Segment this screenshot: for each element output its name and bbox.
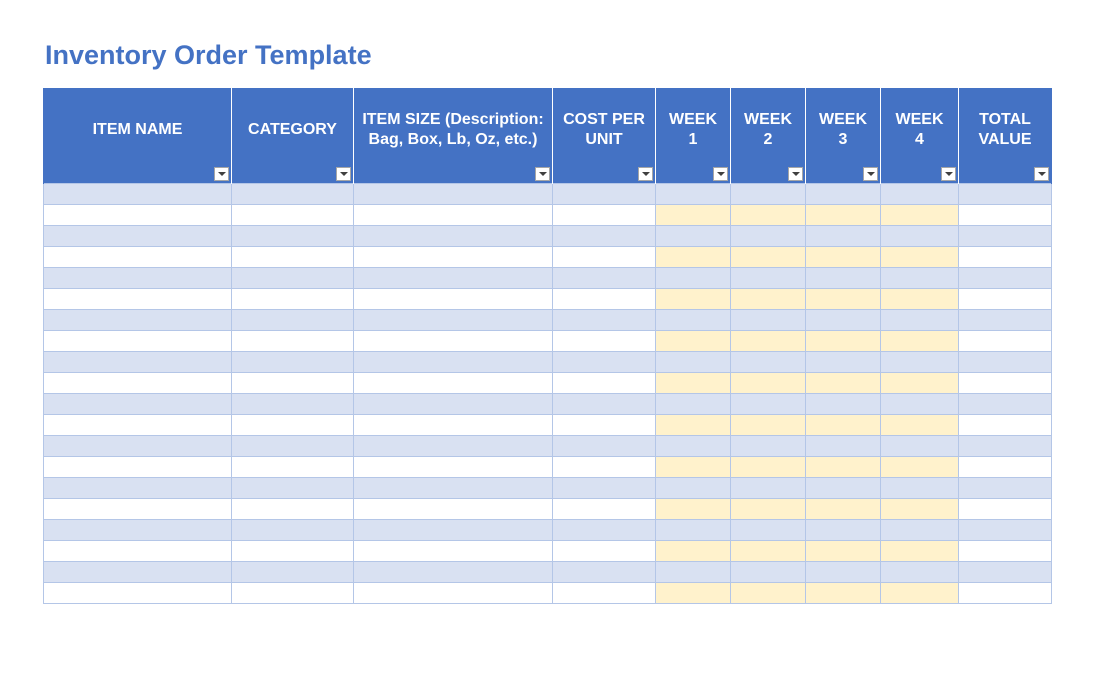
item-name-cell[interactable] — [44, 288, 232, 309]
item-name-cell[interactable] — [44, 330, 232, 351]
item-size-cell[interactable] — [354, 204, 553, 225]
week-4-cell[interactable] — [881, 204, 959, 225]
column-header-week-2 — [731, 88, 806, 183]
table-row — [44, 540, 1052, 561]
week-1-cell[interactable] — [656, 456, 731, 477]
week-1-cell[interactable] — [656, 498, 731, 519]
cost-per-unit-cell[interactable] — [553, 519, 656, 540]
week-3-cell[interactable] — [806, 540, 881, 561]
item-name-cell[interactable] — [44, 372, 232, 393]
item-name-cell[interactable] — [44, 519, 232, 540]
week-3-cell[interactable] — [806, 246, 881, 267]
category-cell[interactable] — [232, 582, 354, 603]
item-size-cell[interactable] — [354, 225, 553, 246]
week-4-cell[interactable] — [881, 393, 959, 414]
week-3-cell[interactable] — [806, 204, 881, 225]
total-value-cell[interactable] — [959, 414, 1052, 435]
category-cell[interactable] — [232, 519, 354, 540]
item-name-cell[interactable] — [44, 351, 232, 372]
week-1-cell[interactable] — [656, 225, 731, 246]
item-name-cell[interactable] — [44, 225, 232, 246]
week-3-cell[interactable] — [806, 330, 881, 351]
week-1-cell[interactable] — [656, 540, 731, 561]
category-cell[interactable] — [232, 372, 354, 393]
week-2-cell[interactable] — [731, 246, 806, 267]
table-row — [44, 414, 1052, 435]
item-name-cell[interactable] — [44, 309, 232, 330]
week-3-cell[interactable] — [806, 561, 881, 582]
category-cell[interactable] — [232, 498, 354, 519]
category-cell[interactable] — [232, 414, 354, 435]
total-value-cell[interactable] — [959, 582, 1052, 603]
table-row — [44, 498, 1052, 519]
total-value-cell[interactable] — [959, 225, 1052, 246]
item-name-cell[interactable] — [44, 540, 232, 561]
item-name-cell[interactable] — [44, 561, 232, 582]
week-2-cell[interactable] — [731, 183, 806, 204]
total-value-cell[interactable] — [959, 477, 1052, 498]
column-header-cost-per-unit — [553, 88, 656, 183]
week-1-cell[interactable] — [656, 330, 731, 351]
cost-per-unit-cell[interactable] — [553, 288, 656, 309]
column-header-label: WEEK 1 — [669, 111, 717, 149]
filter-dropdown-icon[interactable] — [1034, 167, 1049, 181]
category-cell[interactable] — [232, 204, 354, 225]
week-4-cell[interactable] — [881, 435, 959, 456]
category-cell[interactable] — [232, 267, 354, 288]
table-row — [44, 288, 1052, 309]
item-name-cell[interactable] — [44, 477, 232, 498]
item-size-cell[interactable] — [354, 309, 553, 330]
filter-dropdown-icon[interactable] — [638, 167, 653, 181]
week-3-cell[interactable] — [806, 456, 881, 477]
item-name-cell[interactable] — [44, 204, 232, 225]
column-header-label: TOTAL VALUE — [978, 111, 1032, 149]
item-size-cell[interactable] — [354, 456, 553, 477]
total-value-cell[interactable] — [959, 330, 1052, 351]
total-value-cell[interactable] — [959, 393, 1052, 414]
total-value-cell[interactable] — [959, 456, 1052, 477]
category-cell[interactable] — [232, 288, 354, 309]
week-2-cell[interactable] — [731, 435, 806, 456]
column-header-label: COST PER UNIT — [563, 111, 645, 149]
table-body — [44, 183, 1052, 603]
week-2-cell[interactable] — [731, 477, 806, 498]
item-size-cell[interactable] — [354, 267, 553, 288]
table-row — [44, 519, 1052, 540]
cost-per-unit-cell[interactable] — [553, 435, 656, 456]
cost-per-unit-cell[interactable] — [553, 582, 656, 603]
category-cell[interactable] — [232, 561, 354, 582]
week-3-cell[interactable] — [806, 372, 881, 393]
week-4-cell[interactable] — [881, 183, 959, 204]
table-row — [44, 183, 1052, 204]
cost-per-unit-cell[interactable] — [553, 477, 656, 498]
week-2-cell[interactable] — [731, 225, 806, 246]
week-1-cell[interactable] — [656, 183, 731, 204]
week-1-cell[interactable] — [656, 582, 731, 603]
week-4-cell[interactable] — [881, 414, 959, 435]
category-cell[interactable] — [232, 477, 354, 498]
week-2-cell[interactable] — [731, 288, 806, 309]
table-row — [44, 225, 1052, 246]
week-2-cell[interactable] — [731, 309, 806, 330]
cost-per-unit-cell[interactable] — [553, 393, 656, 414]
week-1-cell[interactable] — [656, 519, 731, 540]
total-value-cell[interactable] — [959, 309, 1052, 330]
column-header-label: ITEM SIZE (Description: Bag, Box, Lb, Oz, etc.) — [362, 111, 544, 149]
table-row — [44, 330, 1052, 351]
cost-per-unit-cell[interactable] — [553, 561, 656, 582]
item-size-cell[interactable] — [354, 561, 553, 582]
week-3-cell[interactable] — [806, 414, 881, 435]
cost-per-unit-cell[interactable] — [553, 246, 656, 267]
week-4-cell[interactable] — [881, 582, 959, 603]
total-value-cell[interactable] — [959, 519, 1052, 540]
table-row — [44, 204, 1052, 225]
total-value-cell[interactable] — [959, 372, 1052, 393]
week-4-cell[interactable] — [881, 477, 959, 498]
item-size-cell[interactable] — [354, 435, 553, 456]
table-row — [44, 393, 1052, 414]
item-size-cell[interactable] — [354, 498, 553, 519]
column-header-label: WEEK 3 — [819, 111, 867, 149]
table-row — [44, 246, 1052, 267]
item-size-cell[interactable] — [354, 414, 553, 435]
total-value-cell[interactable] — [959, 540, 1052, 561]
week-4-cell[interactable] — [881, 561, 959, 582]
week-4-cell[interactable] — [881, 498, 959, 519]
week-4-cell[interactable] — [881, 351, 959, 372]
week-2-cell[interactable] — [731, 540, 806, 561]
item-size-cell[interactable] — [354, 540, 553, 561]
week-1-cell[interactable] — [656, 246, 731, 267]
week-3-cell[interactable] — [806, 351, 881, 372]
cost-per-unit-cell[interactable] — [553, 309, 656, 330]
column-header-label: CATEGORY — [248, 121, 337, 139]
column-header-label: ITEM NAME — [92, 121, 183, 139]
item-size-cell[interactable] — [354, 351, 553, 372]
cost-per-unit-cell[interactable] — [553, 540, 656, 561]
total-value-cell[interactable] — [959, 498, 1052, 519]
total-value-cell[interactable] — [959, 435, 1052, 456]
item-size-cell[interactable] — [354, 519, 553, 540]
column-header-item-name — [44, 88, 232, 183]
week-4-cell[interactable] — [881, 519, 959, 540]
week-1-cell[interactable] — [656, 561, 731, 582]
category-cell[interactable] — [232, 246, 354, 267]
cost-per-unit-cell[interactable] — [553, 498, 656, 519]
week-3-cell[interactable] — [806, 498, 881, 519]
total-value-cell[interactable] — [959, 204, 1052, 225]
cost-per-unit-cell[interactable] — [553, 225, 656, 246]
header-row — [44, 88, 1052, 183]
filter-dropdown-icon[interactable] — [535, 167, 550, 181]
category-cell[interactable] — [232, 309, 354, 330]
column-header-week-1 — [656, 88, 731, 183]
column-header-week-3 — [806, 88, 881, 183]
filter-dropdown-icon[interactable] — [941, 167, 956, 181]
column-header-label: WEEK 2 — [744, 111, 792, 149]
week-3-cell[interactable] — [806, 435, 881, 456]
week-4-cell[interactable] — [881, 330, 959, 351]
item-size-cell[interactable] — [354, 288, 553, 309]
filter-dropdown-icon[interactable] — [788, 167, 803, 181]
total-value-cell[interactable] — [959, 267, 1052, 288]
table-row — [44, 267, 1052, 288]
week-1-cell[interactable] — [656, 288, 731, 309]
filter-dropdown-icon[interactable] — [214, 167, 229, 181]
column-header-item-size — [354, 88, 553, 183]
table-row — [44, 582, 1052, 603]
week-3-cell[interactable] — [806, 393, 881, 414]
week-4-cell[interactable] — [881, 288, 959, 309]
cost-per-unit-cell[interactable] — [553, 183, 656, 204]
category-cell[interactable] — [232, 393, 354, 414]
week-2-cell[interactable] — [731, 582, 806, 603]
week-3-cell[interactable] — [806, 225, 881, 246]
week-2-cell[interactable] — [731, 456, 806, 477]
cost-per-unit-cell[interactable] — [553, 351, 656, 372]
item-name-cell[interactable] — [44, 183, 232, 204]
item-name-cell[interactable] — [44, 498, 232, 519]
item-name-cell[interactable] — [44, 582, 232, 603]
column-header-category — [232, 88, 354, 183]
week-4-cell[interactable] — [881, 309, 959, 330]
week-2-cell[interactable] — [731, 561, 806, 582]
week-3-cell[interactable] — [806, 183, 881, 204]
total-value-cell[interactable] — [959, 561, 1052, 582]
week-1-cell[interactable] — [656, 393, 731, 414]
week-1-cell[interactable] — [656, 351, 731, 372]
week-1-cell[interactable] — [656, 204, 731, 225]
total-value-cell[interactable] — [959, 351, 1052, 372]
week-1-cell[interactable] — [656, 414, 731, 435]
cost-per-unit-cell[interactable] — [553, 456, 656, 477]
week-3-cell[interactable] — [806, 519, 881, 540]
item-size-cell[interactable] — [354, 183, 553, 204]
week-3-cell[interactable] — [806, 309, 881, 330]
table-row — [44, 351, 1052, 372]
week-3-cell[interactable] — [806, 288, 881, 309]
item-name-cell[interactable] — [44, 246, 232, 267]
category-cell[interactable] — [232, 225, 354, 246]
filter-dropdown-icon[interactable] — [863, 167, 878, 181]
filter-dropdown-icon[interactable] — [336, 167, 351, 181]
total-value-cell[interactable] — [959, 183, 1052, 204]
week-3-cell[interactable] — [806, 477, 881, 498]
cost-per-unit-cell[interactable] — [553, 204, 656, 225]
item-size-cell[interactable] — [354, 330, 553, 351]
total-value-cell[interactable] — [959, 246, 1052, 267]
week-4-cell[interactable] — [881, 225, 959, 246]
total-value-cell[interactable] — [959, 288, 1052, 309]
week-1-cell[interactable] — [656, 435, 731, 456]
week-2-cell[interactable] — [731, 519, 806, 540]
table-row — [44, 456, 1052, 477]
cost-per-unit-cell[interactable] — [553, 414, 656, 435]
cost-per-unit-cell[interactable] — [553, 267, 656, 288]
item-name-cell[interactable] — [44, 267, 232, 288]
page-title: Inventory Order Template — [45, 40, 372, 70]
table-row — [44, 561, 1052, 582]
column-header-total-value — [959, 88, 1052, 183]
week-1-cell[interactable] — [656, 309, 731, 330]
week-1-cell[interactable] — [656, 372, 731, 393]
week-4-cell[interactable] — [881, 246, 959, 267]
week-2-cell[interactable] — [731, 372, 806, 393]
item-name-cell[interactable] — [44, 435, 232, 456]
item-name-cell[interactable] — [44, 393, 232, 414]
item-size-cell[interactable] — [354, 477, 553, 498]
category-cell[interactable] — [232, 330, 354, 351]
week-2-cell[interactable] — [731, 267, 806, 288]
week-4-cell[interactable] — [881, 267, 959, 288]
filter-dropdown-icon[interactable] — [713, 167, 728, 181]
week-2-cell[interactable] — [731, 393, 806, 414]
category-cell[interactable] — [232, 183, 354, 204]
week-2-cell[interactable] — [731, 498, 806, 519]
week-4-cell[interactable] — [881, 372, 959, 393]
item-size-cell[interactable] — [354, 582, 553, 603]
table-row — [44, 372, 1052, 393]
table-row — [44, 309, 1052, 330]
category-cell[interactable] — [232, 351, 354, 372]
item-size-cell[interactable] — [354, 246, 553, 267]
category-cell[interactable] — [232, 435, 354, 456]
item-name-cell[interactable] — [44, 456, 232, 477]
table-row — [44, 477, 1052, 498]
inventory-table — [43, 88, 1052, 604]
cost-per-unit-cell[interactable] — [553, 330, 656, 351]
week-1-cell[interactable] — [656, 267, 731, 288]
column-header-label: WEEK 4 — [895, 111, 944, 149]
week-2-cell[interactable] — [731, 351, 806, 372]
week-2-cell[interactable] — [731, 414, 806, 435]
week-3-cell[interactable] — [806, 267, 881, 288]
week-2-cell[interactable] — [731, 204, 806, 225]
week-4-cell[interactable] — [881, 456, 959, 477]
item-size-cell[interactable] — [354, 393, 553, 414]
category-cell[interactable] — [232, 540, 354, 561]
week-1-cell[interactable] — [656, 477, 731, 498]
item-size-cell[interactable] — [354, 372, 553, 393]
category-cell[interactable] — [232, 456, 354, 477]
week-4-cell[interactable] — [881, 540, 959, 561]
week-3-cell[interactable] — [806, 582, 881, 603]
week-2-cell[interactable] — [731, 330, 806, 351]
table-row — [44, 435, 1052, 456]
column-header-week-4 — [881, 88, 959, 183]
item-name-cell[interactable] — [44, 414, 232, 435]
cost-per-unit-cell[interactable] — [553, 372, 656, 393]
